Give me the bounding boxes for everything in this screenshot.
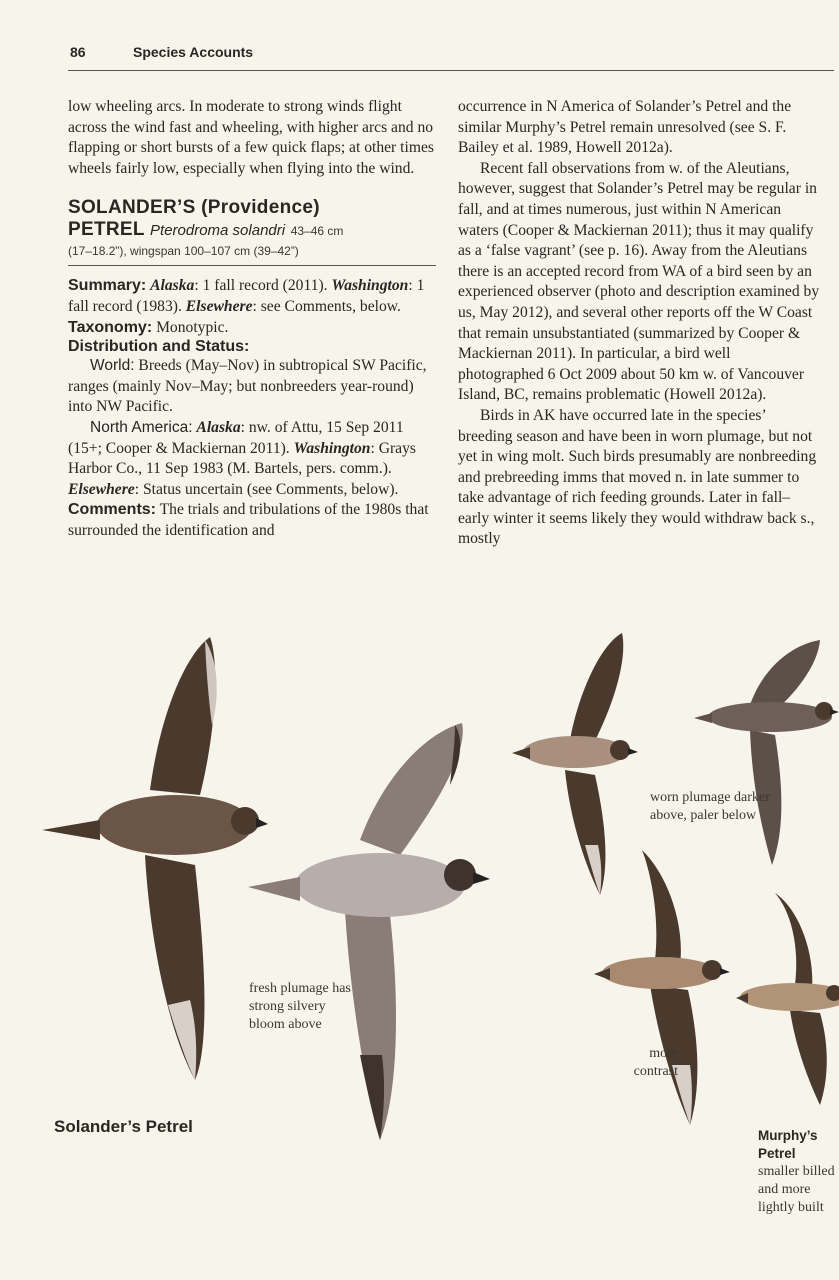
caption-fresh-plumage: fresh plumage has strong silvery bloom above xyxy=(249,981,351,1032)
continued-text: low wheeling arcs. In moderate to strong winds flight across the wind fast and wheeling, with higher arcs and no flapping or short bursts of a few quick flaps; at other times wheels fairly low, especially when flying into the wind. xyxy=(68,98,434,177)
taxonomy: Taxonomy: Monotypic. xyxy=(68,318,229,336)
distribution-heading: Distribution and Status: xyxy=(68,338,250,356)
distribution-world: World: Breeds (May–Nov) in subtropical SW Pacific, ranges (mainly Nov–May; but nonbreeders year-round) into NW Pacific. xyxy=(68,357,427,416)
right-paragraph-3: Birds in AK have occurred late in the species’ breeding season and have been in worn plumage, but not yet in wing molt. Such birds presumably are nonbreeding and prebreeding imms that moved n. in late summer to take advantage of rich feeding grounds. Later in fall–early winter it seems likely they would withdraw back s., mostly xyxy=(458,406,817,548)
solander-fresh-bird-illustration xyxy=(248,723,490,1140)
page-number: 86 xyxy=(70,44,86,60)
right-column xyxy=(458,97,820,550)
figure-title-solander: Solander’s Petrel xyxy=(54,1117,193,1136)
length: 43–46 cm xyxy=(290,224,344,239)
figure-title-murphy: Murphy’s Petrel xyxy=(758,1128,818,1161)
petrel-illustration-plate xyxy=(0,625,839,1280)
measurements: (17–18.2”), wingspan 100–107 cm (39–42”) xyxy=(68,244,299,259)
caption-more-contrast: more contrast xyxy=(633,1046,678,1079)
scientific-name: Pterodroma solandri xyxy=(150,222,286,240)
distribution-north-america: North America: Alaska: nw. of Attu, 15 Sep 2011 (15+; Cooper & Mackiernan 2011). Washington: Grays Harbor Co., 11 Sep 1983 (M. Bartels, pers. comm.). Elsewhere: Status uncertain (see Comments, below). xyxy=(68,418,416,498)
worn-bird-bottom-illustration xyxy=(594,850,730,1125)
right-paragraph-1: occurrence in N America of Solander’s Petrel and the similar Murphy’s Petrel remain unresolved (see S. F. Bailey et al. 1989, Howell 2012a). xyxy=(458,98,792,157)
murphys-petrel-illustration xyxy=(736,893,839,1105)
species-title-line2 xyxy=(68,219,436,241)
species-title-petrel: PETREL xyxy=(68,219,145,241)
solander-dark-bird-illustration xyxy=(42,637,268,1080)
summary: Summary: Alaska: 1 fall record (2011). Washington: 1 fall record (1983). Elsewhere: see Comments, below. xyxy=(68,277,425,315)
comments: Comments: The trials and tribulations of the 1980s that surrounded the identification and xyxy=(68,501,429,539)
worn-bird-top-right-illustration xyxy=(694,640,839,865)
worn-bird-top-illustration xyxy=(512,633,638,895)
species-title: SOLANDER’S (Providence) xyxy=(68,197,320,219)
section-rule xyxy=(68,265,436,266)
petrel-illustrations xyxy=(0,625,839,1280)
running-head: Species Accounts xyxy=(133,44,254,60)
page-header xyxy=(68,44,834,71)
figure-note-murphy: smaller billed and more lightly built xyxy=(758,1164,835,1215)
caption-worn-plumage: worn plumage darker above, paler below xyxy=(650,790,770,823)
right-paragraph-2: Recent fall observations from w. of the Aleutians, however, suggest that Solander’s Petrel may be regular in fall, and at times numerous, just within N American waters (Cooper & Mackiernan 2011); thus it may qualify as a ‘false vagrant’ (see p. 16). Away from the Aleutians there is an accepted record from WA of a bird seen by an experienced observer (photo and description examined by us, May 2012), and several other reports off the W Coast that remain unsubstantiated (summarized by Cooper & Mackiernan 2011). In particular, a bird well photographed 6 Oct 2009 about 50 km w. of Vancouver Island, BC, remains problematic (Howell 2012a). xyxy=(458,159,820,404)
left-column xyxy=(68,97,436,542)
